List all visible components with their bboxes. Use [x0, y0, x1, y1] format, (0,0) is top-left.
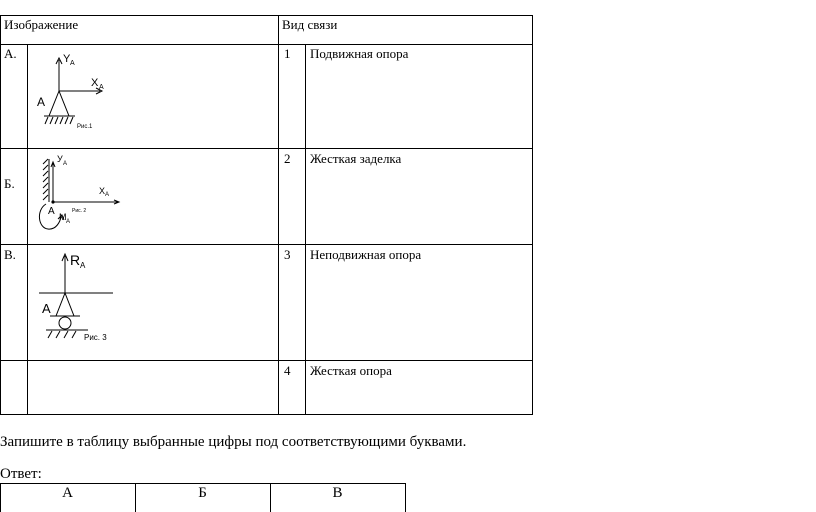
row-num-1: 1 [284, 46, 291, 61]
fig3-point-label: A [42, 301, 51, 316]
row-num-3: 3 [284, 247, 291, 262]
instruction-text: Запишите в таблицу выбранные цифры под соответствующими буквами. [0, 434, 467, 450]
fig2-point-label: A [48, 206, 55, 217]
fig1-x-label: X [91, 77, 99, 89]
fig2-m-sub: A [66, 219, 71, 225]
fig1-point-label: A [37, 95, 46, 109]
fig3-r-sub: A [80, 261, 86, 270]
answer-header-a: А [62, 485, 73, 501]
fig3-caption: Рис. 3 [84, 333, 107, 342]
row-text-2: Жесткая заделка [310, 151, 402, 166]
fig1-x-sub: A [99, 84, 104, 91]
answer-label: Ответ: [0, 466, 42, 482]
header-connection: Вид связи [282, 17, 338, 32]
fig1-caption: Рис.1 [77, 124, 93, 130]
row-text-4: Жесткая опора [310, 363, 392, 378]
row-num-4: 4 [284, 363, 291, 378]
row-label-v: В. [4, 247, 16, 262]
fig2-x-sub: A [105, 192, 110, 198]
row-label-a: А. [4, 46, 17, 61]
row-text-3: Неподвижная опора [310, 247, 422, 262]
answer-table-border [405, 483, 406, 512]
fig2-y-sub: A [63, 161, 68, 167]
row-num-2: 2 [284, 151, 291, 166]
header-image: Изображение [4, 17, 79, 32]
row-label-b: Б. [4, 176, 15, 191]
fig3-r-label: R [70, 252, 81, 268]
answer-header-v: В [332, 485, 343, 501]
fig1-y-label: Y [63, 53, 71, 65]
fig1-y-sub: A [70, 60, 75, 67]
answer-header-b: Б [198, 485, 207, 501]
fig2-m-label: M [59, 212, 67, 222]
fig2-x-label: X [99, 186, 106, 196]
row-text-1: Подвижная опора [310, 46, 409, 61]
fig2-y-label: У [57, 154, 63, 164]
fig2-caption: Рис. 2 [72, 208, 87, 214]
